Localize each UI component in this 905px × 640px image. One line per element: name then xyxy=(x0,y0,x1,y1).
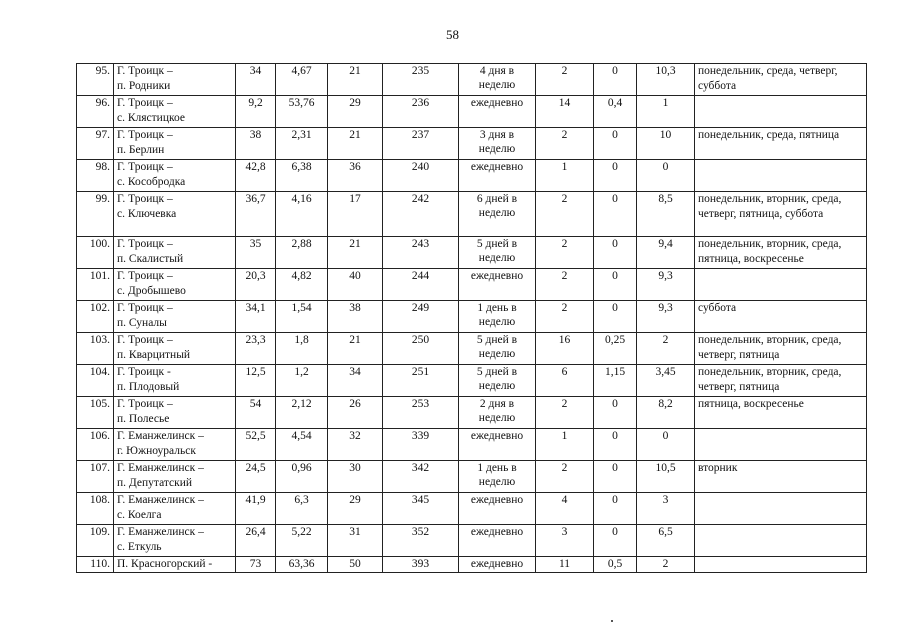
cell-c6: 0 xyxy=(594,160,637,192)
cell-c7: 9,4 xyxy=(637,237,695,269)
cell-no: 99. xyxy=(77,192,114,237)
cell-c7: 10 xyxy=(637,128,695,160)
cell-c3: 21 xyxy=(328,333,383,365)
cell-c2: 1,2 xyxy=(276,365,328,397)
cell-no: 104. xyxy=(77,365,114,397)
cell-route: Г. Троицк - п. Плодовый xyxy=(114,365,236,397)
cell-c1: 24,5 xyxy=(236,461,276,493)
routes-table-body xyxy=(77,64,867,573)
cell-c7: 8,2 xyxy=(637,397,695,429)
cell-route: Г. Троицк – с. Дробышево xyxy=(114,269,236,301)
cell-c6: 1,15 xyxy=(594,365,637,397)
table-row xyxy=(77,128,867,160)
cell-c1: 12,5 xyxy=(236,365,276,397)
cell-c3: 17 xyxy=(328,192,383,237)
cell-c1: 54 xyxy=(236,397,276,429)
cell-days xyxy=(695,429,867,461)
cell-c6: 0 xyxy=(594,461,637,493)
table-row xyxy=(77,525,867,557)
cell-route: Г. Еманжелинск – г. Южноуральск xyxy=(114,429,236,461)
cell-c7: 2 xyxy=(637,557,695,573)
cell-c7: 0 xyxy=(637,429,695,461)
cell-days xyxy=(695,525,867,557)
cell-c4: 235 xyxy=(383,64,459,96)
cell-c3: 50 xyxy=(328,557,383,573)
cell-c2: 5,22 xyxy=(276,525,328,557)
cell-route: Г. Троицк – с. Кособродка xyxy=(114,160,236,192)
cell-no: 101. xyxy=(77,269,114,301)
cell-freq: 5 дней в неделю xyxy=(459,365,536,397)
cell-days xyxy=(695,160,867,192)
cell-c5: 2 xyxy=(536,301,594,333)
cell-c2: 2,12 xyxy=(276,397,328,429)
cell-route: Г. Еманжелинск – с. Коелга xyxy=(114,493,236,525)
cell-days: понедельник, вторник, среда, четверг, пятница xyxy=(695,333,867,365)
cell-c3: 29 xyxy=(328,96,383,128)
cell-c2: 4,54 xyxy=(276,429,328,461)
cell-days: понедельник, вторник, среда, четверг, пятница xyxy=(695,365,867,397)
cell-c1: 26,4 xyxy=(236,525,276,557)
cell-c3: 21 xyxy=(328,237,383,269)
cell-freq: ежедневно xyxy=(459,160,536,192)
cell-c5: 6 xyxy=(536,365,594,397)
table-row xyxy=(77,461,867,493)
cell-freq: 5 дней в неделю xyxy=(459,237,536,269)
cell-freq: ежедневно xyxy=(459,493,536,525)
cell-route: Г. Еманжелинск – с. Еткуль xyxy=(114,525,236,557)
cell-c5: 2 xyxy=(536,64,594,96)
table-row xyxy=(77,493,867,525)
cell-no: 106. xyxy=(77,429,114,461)
cell-c1: 42,8 xyxy=(236,160,276,192)
cell-route: Г. Троицк – п. Полесье xyxy=(114,397,236,429)
cell-days: понедельник, вторник, среда, пятница, воскресенье xyxy=(695,237,867,269)
cell-c1: 20,3 xyxy=(236,269,276,301)
cell-c1: 36,7 xyxy=(236,192,276,237)
cell-c6: 0 xyxy=(594,237,637,269)
cell-c5: 2 xyxy=(536,192,594,237)
cell-c4: 240 xyxy=(383,160,459,192)
cell-c6: 0 xyxy=(594,397,637,429)
cell-no: 108. xyxy=(77,493,114,525)
cell-c5: 2 xyxy=(536,397,594,429)
scan-speck xyxy=(611,620,613,622)
cell-c7: 3,45 xyxy=(637,365,695,397)
table-row xyxy=(77,192,867,237)
table-row xyxy=(77,237,867,269)
table-row xyxy=(77,64,867,96)
cell-days xyxy=(695,557,867,573)
cell-c1: 41,9 xyxy=(236,493,276,525)
cell-c2: 6,38 xyxy=(276,160,328,192)
cell-c4: 345 xyxy=(383,493,459,525)
cell-no: 110. xyxy=(77,557,114,573)
cell-c4: 236 xyxy=(383,96,459,128)
cell-c4: 242 xyxy=(383,192,459,237)
cell-c7: 6,5 xyxy=(637,525,695,557)
cell-freq: 2 дня в неделю xyxy=(459,397,536,429)
table-row xyxy=(77,160,867,192)
cell-c5: 2 xyxy=(536,128,594,160)
cell-route: Г. Троицк – п. Берлин xyxy=(114,128,236,160)
cell-no: 102. xyxy=(77,301,114,333)
cell-days: понедельник, среда, пятница xyxy=(695,128,867,160)
cell-c1: 38 xyxy=(236,128,276,160)
cell-days: понедельник, среда, четверг, суббота xyxy=(695,64,867,96)
cell-days: понедельник, вторник, среда, четверг, пятница, суббота xyxy=(695,192,867,237)
cell-route: Г. Троицк – с. Клястицкое xyxy=(114,96,236,128)
cell-c5: 2 xyxy=(536,237,594,269)
cell-c2: 63,36 xyxy=(276,557,328,573)
cell-c6: 0 xyxy=(594,301,637,333)
table-row xyxy=(77,269,867,301)
cell-c3: 21 xyxy=(328,64,383,96)
cell-c1: 52,5 xyxy=(236,429,276,461)
cell-no: 100. xyxy=(77,237,114,269)
cell-c7: 0 xyxy=(637,160,695,192)
cell-c6: 0 xyxy=(594,525,637,557)
cell-route: Г. Троицк – п. Родники xyxy=(114,64,236,96)
cell-c6: 0 xyxy=(594,269,637,301)
cell-c2: 0,96 xyxy=(276,461,328,493)
cell-c2: 1,54 xyxy=(276,301,328,333)
cell-c1: 23,3 xyxy=(236,333,276,365)
cell-freq: ежедневно xyxy=(459,557,536,573)
cell-c3: 36 xyxy=(328,160,383,192)
cell-route: Г. Троицк – п. Суналы xyxy=(114,301,236,333)
cell-no: 107. xyxy=(77,461,114,493)
cell-c1: 35 xyxy=(236,237,276,269)
cell-c5: 2 xyxy=(536,461,594,493)
table-row xyxy=(77,365,867,397)
cell-c2: 2,88 xyxy=(276,237,328,269)
cell-c5: 1 xyxy=(536,160,594,192)
cell-route: Г. Еманжелинск – п. Депутатский xyxy=(114,461,236,493)
routes-table xyxy=(76,63,867,573)
cell-route: Г. Троицк – п. Кварцитный xyxy=(114,333,236,365)
cell-days xyxy=(695,269,867,301)
cell-c4: 342 xyxy=(383,461,459,493)
cell-c7: 1 xyxy=(637,96,695,128)
cell-no: 96. xyxy=(77,96,114,128)
cell-freq: 4 дня в неделю xyxy=(459,64,536,96)
cell-days: вторник xyxy=(695,461,867,493)
cell-c2: 6,3 xyxy=(276,493,328,525)
cell-freq: 6 дней в неделю xyxy=(459,192,536,237)
cell-c2: 2,31 xyxy=(276,128,328,160)
cell-freq: 5 дней в неделю xyxy=(459,333,536,365)
cell-c5: 4 xyxy=(536,493,594,525)
cell-c1: 34,1 xyxy=(236,301,276,333)
cell-c2: 4,82 xyxy=(276,269,328,301)
cell-route: П. Красногорский - xyxy=(114,557,236,573)
cell-no: 95. xyxy=(77,64,114,96)
cell-c3: 30 xyxy=(328,461,383,493)
cell-c2: 4,16 xyxy=(276,192,328,237)
cell-c6: 0 xyxy=(594,493,637,525)
cell-freq: ежедневно xyxy=(459,96,536,128)
cell-c1: 73 xyxy=(236,557,276,573)
cell-c6: 0 xyxy=(594,128,637,160)
cell-c4: 244 xyxy=(383,269,459,301)
cell-c5: 14 xyxy=(536,96,594,128)
page-number: 58 xyxy=(446,27,459,42)
cell-c7: 9,3 xyxy=(637,269,695,301)
cell-c7: 10,5 xyxy=(637,461,695,493)
cell-c4: 249 xyxy=(383,301,459,333)
cell-c7: 8,5 xyxy=(637,192,695,237)
table-row xyxy=(77,557,867,573)
cell-no: 105. xyxy=(77,397,114,429)
cell-c5: 3 xyxy=(536,525,594,557)
cell-freq: 3 дня в неделю xyxy=(459,128,536,160)
cell-c4: 243 xyxy=(383,237,459,269)
cell-c3: 29 xyxy=(328,493,383,525)
cell-c2: 1,8 xyxy=(276,333,328,365)
cell-c4: 250 xyxy=(383,333,459,365)
cell-no: 109. xyxy=(77,525,114,557)
cell-c4: 393 xyxy=(383,557,459,573)
table-row xyxy=(77,96,867,128)
table-row xyxy=(77,333,867,365)
cell-c7: 2 xyxy=(637,333,695,365)
table-row xyxy=(77,301,867,333)
cell-c3: 21 xyxy=(328,128,383,160)
cell-c2: 53,76 xyxy=(276,96,328,128)
cell-c5: 11 xyxy=(536,557,594,573)
cell-c4: 352 xyxy=(383,525,459,557)
cell-days: пятница, воскресенье xyxy=(695,397,867,429)
cell-c7: 3 xyxy=(637,493,695,525)
table-row xyxy=(77,429,867,461)
cell-c5: 1 xyxy=(536,429,594,461)
cell-c6: 0,25 xyxy=(594,333,637,365)
cell-c1: 9,2 xyxy=(236,96,276,128)
cell-c3: 31 xyxy=(328,525,383,557)
cell-c4: 339 xyxy=(383,429,459,461)
cell-c7: 10,3 xyxy=(637,64,695,96)
cell-c5: 16 xyxy=(536,333,594,365)
cell-c7: 9,3 xyxy=(637,301,695,333)
cell-c4: 253 xyxy=(383,397,459,429)
cell-c6: 0 xyxy=(594,64,637,96)
cell-c2: 4,67 xyxy=(276,64,328,96)
cell-no: 97. xyxy=(77,128,114,160)
cell-route: Г. Троицк – п. Скалистый xyxy=(114,237,236,269)
cell-c6: 0,5 xyxy=(594,557,637,573)
cell-days: суббота xyxy=(695,301,867,333)
cell-days xyxy=(695,96,867,128)
cell-c4: 237 xyxy=(383,128,459,160)
cell-freq: 1 день в неделю xyxy=(459,301,536,333)
cell-freq: ежедневно xyxy=(459,269,536,301)
cell-c6: 0 xyxy=(594,429,637,461)
cell-c4: 251 xyxy=(383,365,459,397)
cell-c6: 0,4 xyxy=(594,96,637,128)
cell-freq: 1 день в неделю xyxy=(459,461,536,493)
cell-c3: 34 xyxy=(328,365,383,397)
cell-days xyxy=(695,493,867,525)
cell-c3: 26 xyxy=(328,397,383,429)
table-row xyxy=(77,397,867,429)
cell-route: Г. Троицк – с. Ключевка xyxy=(114,192,236,237)
cell-no: 103. xyxy=(77,333,114,365)
cell-freq: ежедневно xyxy=(459,525,536,557)
cell-c3: 40 xyxy=(328,269,383,301)
cell-c3: 38 xyxy=(328,301,383,333)
cell-c6: 0 xyxy=(594,192,637,237)
cell-c5: 2 xyxy=(536,269,594,301)
cell-c1: 34 xyxy=(236,64,276,96)
cell-c3: 32 xyxy=(328,429,383,461)
cell-freq: ежедневно xyxy=(459,429,536,461)
cell-no: 98. xyxy=(77,160,114,192)
